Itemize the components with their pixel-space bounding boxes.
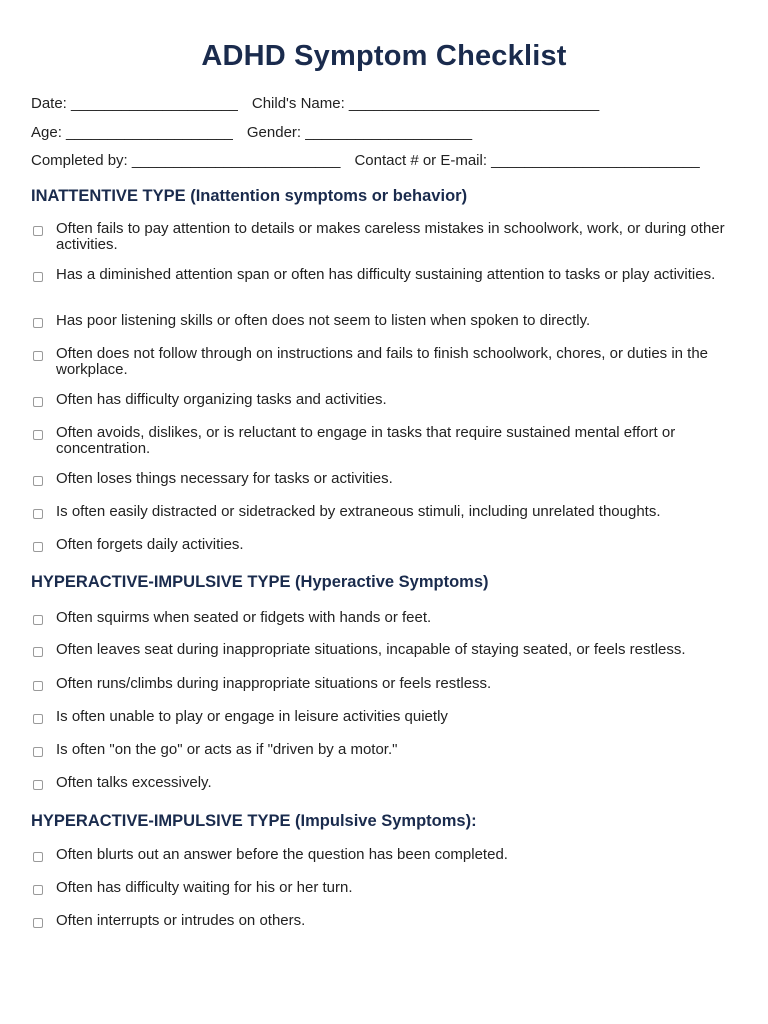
age-field[interactable]: Age: ____________________: [31, 124, 233, 141]
checkbox[interactable]: [33, 430, 43, 440]
checkbox[interactable]: [33, 397, 43, 407]
child-name-field[interactable]: Child's Name: ______________________________: [251, 95, 600, 112]
item-text: Has a diminished attention span or often has difficulty sustaining attention to tasks or play activities.: [56, 266, 716, 283]
item-text: Often has difficulty organizing tasks and activities.: [56, 391, 387, 408]
item-text: Often runs/climbs during inappropriate situations or feels restless.: [56, 675, 492, 692]
checkbox[interactable]: [33, 226, 43, 236]
item-text: Is often unable to play or engage in leisure activities quietly: [56, 708, 448, 725]
checkbox[interactable]: [33, 780, 43, 790]
section-heading-impulsive: HYPERACTIVE-IMPULSIVE TYPE (Impulsive Symptoms):: [31, 812, 477, 830]
field-row-age-gender: [31, 124, 472, 141]
completed-by-field[interactable]: Completed by: _________________________: [31, 152, 341, 169]
section-heading-inattentive: INATTENTIVE TYPE (Inattention symptoms or behavior): [31, 187, 468, 205]
checkbox[interactable]: [33, 476, 43, 486]
item-text: Often talks excessively.: [56, 774, 212, 791]
item-text: Often loses things necessary for tasks or activities.: [56, 470, 393, 487]
field-row-completed-contact: [31, 152, 700, 169]
checkbox[interactable]: [33, 647, 43, 657]
field-row-date-name: [31, 95, 599, 112]
checkbox[interactable]: [33, 714, 43, 724]
item-text: Is often easily distracted or sidetracked by extraneous stimuli, including unrelated thoughts.: [56, 503, 661, 520]
item-text: Often blurts out an answer before the question has been completed.: [56, 846, 508, 863]
checkbox[interactable]: [33, 318, 43, 328]
checkbox[interactable]: [33, 885, 43, 895]
checkbox[interactable]: [33, 351, 43, 361]
gender-field[interactable]: Gender: ____________________: [246, 124, 473, 141]
item-text: Is often "on the go" or acts as if "driven by a motor.": [56, 741, 398, 758]
item-text: Often leaves seat during inappropriate situations, incapable of staying seated, or feels restless.: [56, 641, 686, 658]
item-text: Often interrupts or intrudes on others.: [56, 912, 306, 929]
page-title: ADHD Symptom Checklist: [201, 40, 567, 72]
item-text: Often avoids, dislikes, or is reluctant to engage in tasks that require sustained mental effort or concentration.: [56, 424, 676, 457]
checkbox[interactable]: [33, 615, 43, 625]
item-text: Often does not follow through on instructions and fails to finish schoolwork, chores, or duties in the workplace.: [56, 345, 709, 378]
checkbox[interactable]: [33, 509, 43, 519]
item-text: Often fails to pay attention to details or makes careless mistakes in schoolwork, work, or during other activities.: [56, 220, 725, 253]
checkbox[interactable]: [33, 918, 43, 928]
item-text: Often has difficulty waiting for his or her turn.: [56, 879, 353, 896]
checkbox[interactable]: [33, 681, 43, 691]
checkbox[interactable]: [33, 542, 43, 552]
checkbox[interactable]: [33, 272, 43, 282]
checkbox[interactable]: [33, 747, 43, 757]
contact-field[interactable]: Contact # or E-mail: _________________________: [354, 152, 700, 169]
section-heading-hyperactive: HYPERACTIVE-IMPULSIVE TYPE (Hyperactive Symptoms): [31, 573, 489, 591]
checkbox[interactable]: [33, 852, 43, 862]
item-text: Has poor listening skills or often does not seem to listen when spoken to directly.: [56, 312, 591, 329]
item-text: Often forgets daily activities.: [56, 536, 244, 553]
item-text: Often squirms when seated or fidgets with hands or feet.: [56, 609, 432, 626]
date-field[interactable]: Date: ____________________: [31, 95, 238, 112]
